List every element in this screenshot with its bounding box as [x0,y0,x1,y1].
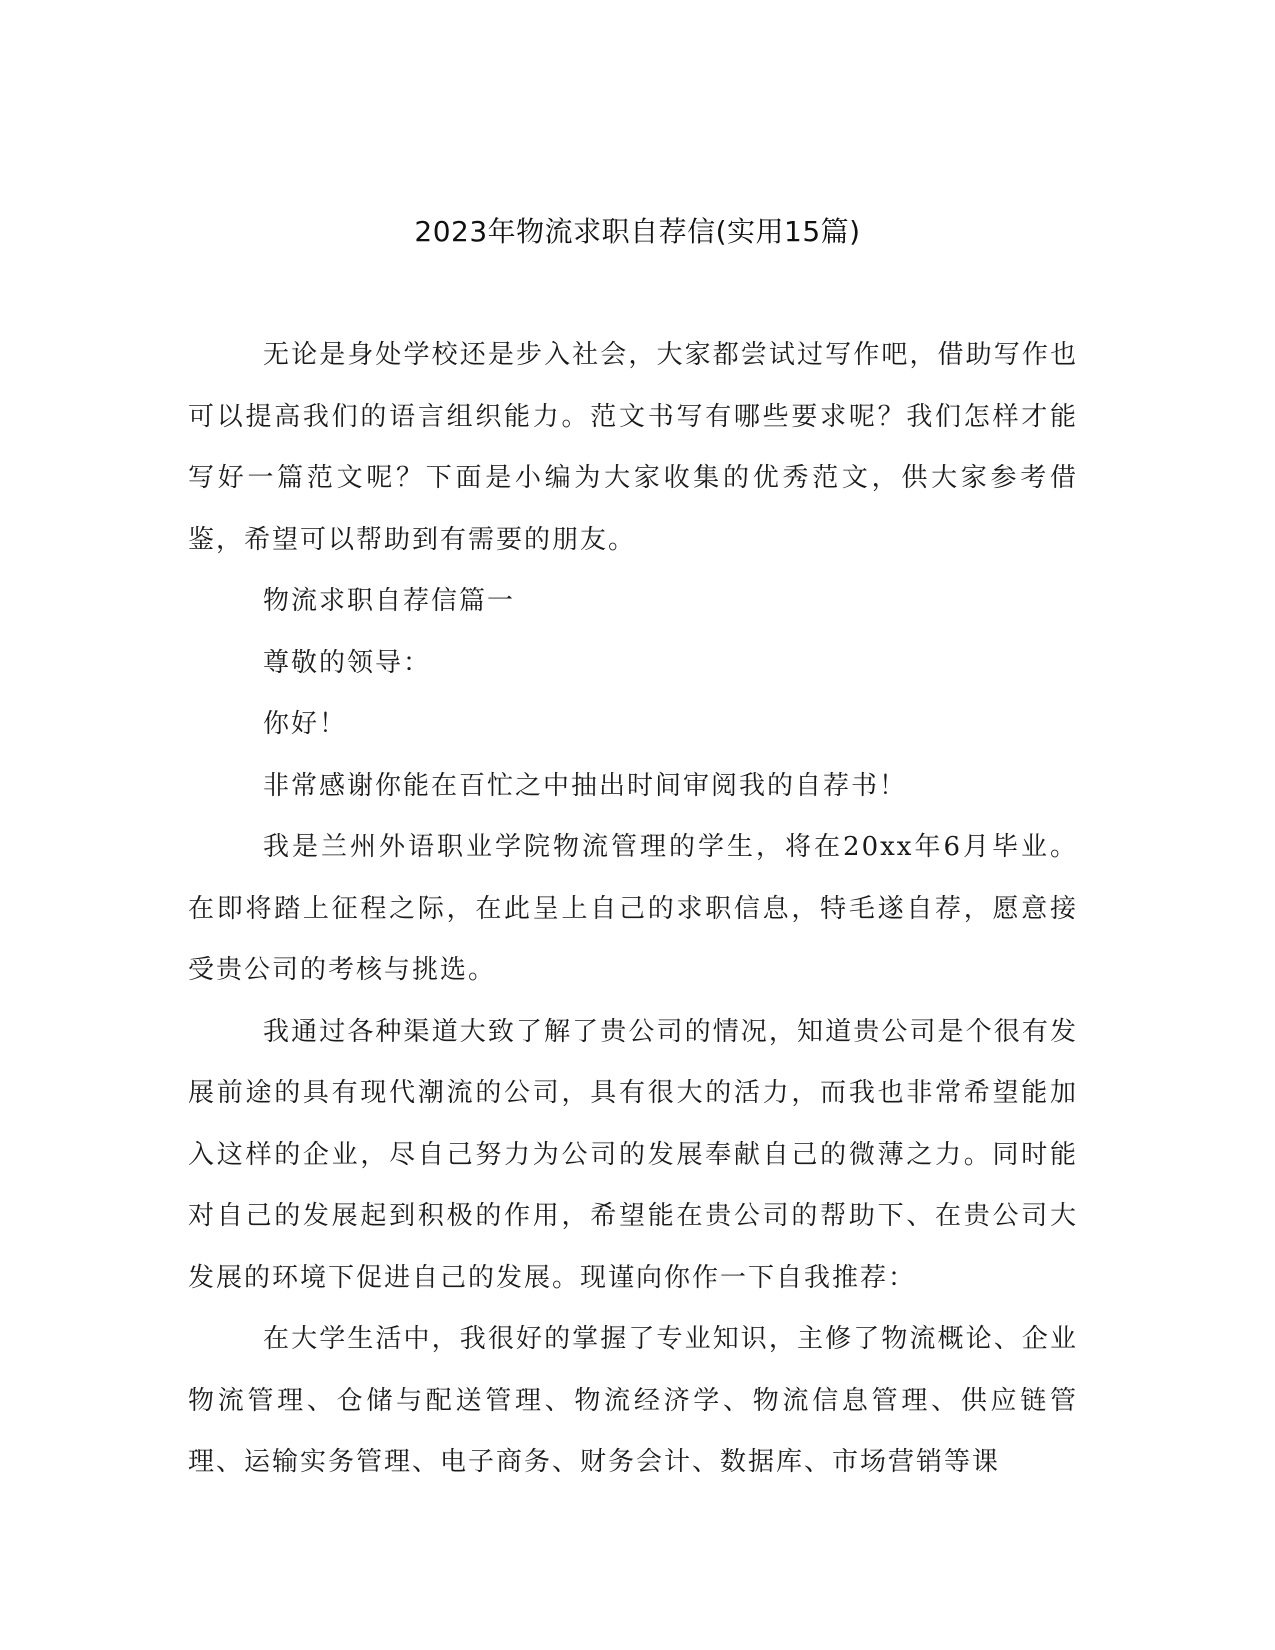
section-heading: 物流求职自荐信篇一 [263,586,516,616]
company-interest-paragraph: 我通过各种渠道大致了解了贵公司的情况，知道贵公司是个很有发展前途的具有现代潮流的公司，具有很大的活力，而我也非常希望能加入这样的企业，尽自己努力为公司的发展奉献自己的微薄之力。同时能对自己的发展起到积极的作用，希望能在贵公司的帮助下、在贵公司大发展的环境下促进自己的发展。现谨向你作一下自我推荐： [188,1016,1078,1293]
intro-paragraph: 无论是身处学校还是步入社会，大家都尝试过写作吧，借助写作也可以提高我们的语言组织能力。范文书写有哪些要求呢？我们怎样才能写好一篇范文呢？下面是小编为大家收集的优秀范文，供大家参考借鉴，希望可以帮助到有需要的朋友。 [188,340,1078,555]
salutation: 尊敬的领导： [263,647,432,678]
thanks-paragraph: 非常感谢你能在百忙之中抽出时间审阅我的自荐书！ [263,770,908,801]
greeting: 你好！ [263,709,348,739]
self-introduction-paragraph: 我是兰州外语职业学院物流管理的学生，将在20xx年6月毕业。在即将踏上征程之际，在此呈上自己的求职信息，特毛遂自荐，愿意接受贵公司的考核与挑选。 [188,832,1078,985]
document-body [188,325,1078,1494]
studies-paragraph: 在大学生活中，我很好的掌握了专业知识，主修了物流概论、企业物流管理、仓储与配送管理、物流经济学、物流信息管理、供应链管理、运输实务管理、电子商务、财务会计、数据库、市场营销等课 [188,1324,1078,1477]
document-title: 2023年物流求职自荐信(实用15篇) [414,215,861,248]
